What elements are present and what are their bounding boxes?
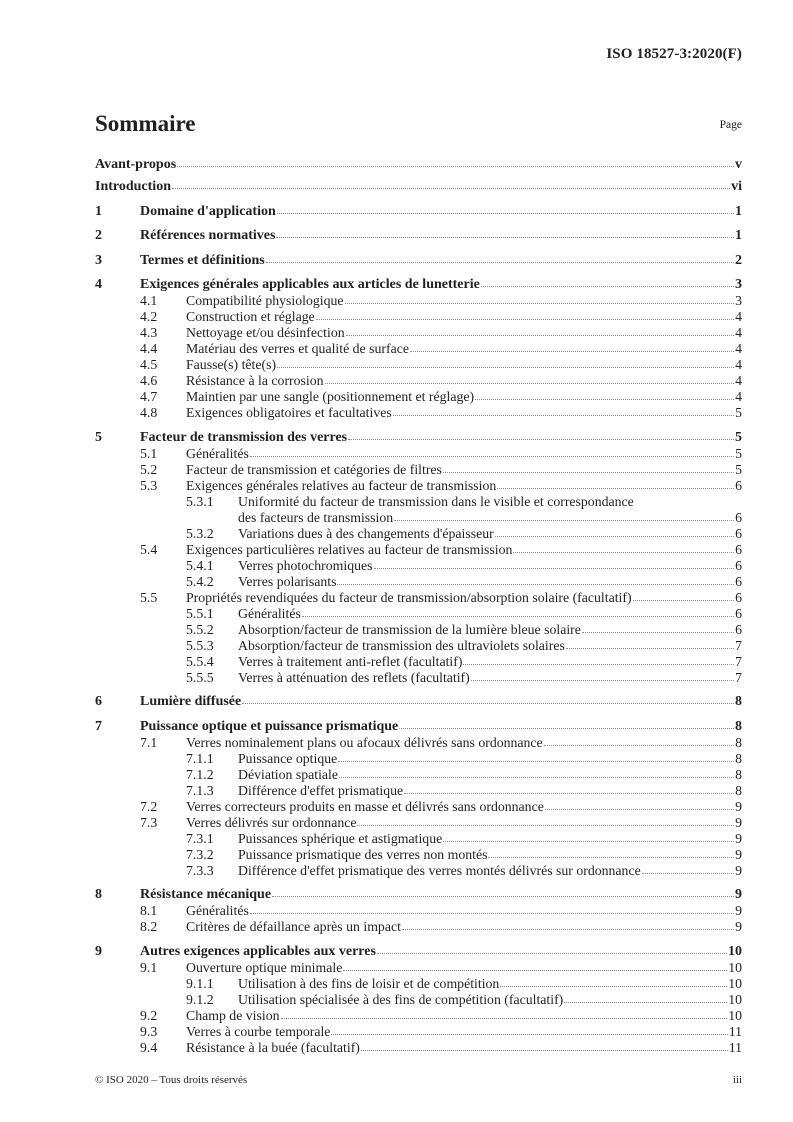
toc-entry-title[interactable]: Variations dues à des changements d'épaisseur [238, 525, 494, 541]
toc-entry[interactable] [95, 887, 742, 903]
dot-leader [475, 398, 734, 400]
toc-entry-title[interactable]: Lumière diffusée [140, 694, 242, 709]
toc-entry-title[interactable]: Références normatives [140, 228, 276, 243]
toc-entry-title[interactable]: Puissance optique [238, 750, 338, 766]
toc-entry-title[interactable]: Introduction [95, 179, 171, 194]
toc-entry-title[interactable]: Nettoyage et/ou désinfection [186, 325, 345, 340]
dot-leader [325, 382, 735, 384]
toc-entry[interactable] [95, 831, 742, 847]
toc-entry-title[interactable]: Ouverture optique minimale [186, 959, 343, 975]
toc-entry-number: 9.1 [140, 959, 158, 975]
toc-entry-title[interactable]: Déviation spatiale [238, 766, 338, 782]
dot-leader [463, 663, 734, 665]
toc-entry[interactable] [95, 309, 742, 325]
dot-leader [281, 1017, 728, 1019]
toc-entry-number: 9.2 [140, 1007, 158, 1023]
toc-entry-number: 7.3.3 [186, 862, 214, 878]
dot-leader [346, 334, 734, 336]
dot-leader [404, 792, 734, 794]
toc-entry-number: 8.2 [140, 919, 158, 934]
toc-entry-title[interactable]: Facteur de transmission des verres [140, 429, 348, 445]
dot-leader [272, 895, 734, 897]
dot-leader [500, 985, 727, 987]
dot-leader [544, 744, 734, 746]
toc-entry[interactable] [95, 179, 742, 195]
dot-leader [443, 840, 734, 842]
toc-entry-page[interactable]: 9 [735, 862, 742, 878]
toc-entry-number: 7 [95, 718, 102, 734]
dot-leader [331, 1033, 727, 1035]
toc-entry-title[interactable]: Puissance optique et puissance prismatique [140, 718, 399, 734]
toc-entry[interactable] [95, 976, 742, 992]
toc-entry-title[interactable]: Verres photochromiques [238, 557, 373, 573]
toc-entry-page[interactable]: 8 [735, 734, 742, 750]
toc-entry-number: 4.3 [140, 325, 158, 340]
toc-entry[interactable] [95, 253, 742, 269]
toc-entry-page[interactable]: 4 [735, 357, 742, 372]
toc-entry[interactable] [95, 1024, 742, 1040]
toc-entry[interactable] [95, 783, 742, 799]
toc-entry-page[interactable]: 8 [735, 750, 742, 766]
toc-entry-number: 7.1.1 [186, 750, 214, 766]
toc-entry-page[interactable]: 5 [735, 429, 742, 445]
toc-entry-page[interactable]: 3 [735, 293, 742, 308]
toc-entry-title[interactable]: Verres à traitement anti-reflet (facultatif) [238, 653, 463, 669]
toc-entry-title[interactable]: Domaine d'application [140, 203, 276, 219]
toc-entry-page[interactable]: 10 [728, 943, 742, 959]
toc-entry-title[interactable]: Propriétés revendiquées du facteur de transmission/absorption solaire (facultatif) [186, 589, 632, 605]
toc-entry-title[interactable]: Généralités [238, 605, 301, 621]
toc-entry-title[interactable]: Verres polarisants [238, 573, 337, 589]
toc-entry[interactable] [95, 293, 742, 309]
toc-entry-number: 5.3 [140, 477, 158, 493]
toc-entry-number: 5.3.1 [186, 493, 214, 509]
toc-entry[interactable] [95, 574, 742, 590]
dot-leader [172, 187, 730, 189]
toc-entry-page[interactable]: 2 [735, 252, 742, 268]
toc-entry[interactable] [95, 735, 742, 751]
toc-entry-title-cont[interactable]: des facteurs de transmission [238, 509, 394, 525]
toc-entry-title[interactable]: Critères de défaillance après un impact [186, 919, 401, 934]
dot-leader [338, 760, 734, 762]
toc-entry[interactable] [95, 341, 742, 357]
toc-entry-title[interactable]: Avant-propos [95, 157, 177, 172]
toc-entry-page[interactable]: 9 [735, 830, 742, 846]
toc-entry-page[interactable]: 9 [735, 903, 742, 918]
dot-leader [276, 236, 734, 238]
toc-entry[interactable] [95, 373, 742, 389]
footer-copyright: © ISO 2020 – Tous droits réservés [95, 1074, 248, 1086]
toc-entry-page[interactable]: 9 [735, 846, 742, 862]
toc-entry-number: 5.1 [140, 445, 158, 461]
toc-entry-title[interactable]: Différence d'effet prismatique [238, 782, 404, 798]
toc-entry-title[interactable]: Absorption/facteur de transmission de la lumière bleue solaire [238, 621, 581, 637]
toc-entry-number: 5.5.5 [186, 669, 214, 685]
toc-entry-number: 5.4.1 [186, 557, 214, 573]
dot-leader [582, 631, 734, 633]
dot-leader [377, 952, 727, 954]
toc-entry-title[interactable]: Verres à courbe temporale [186, 1023, 331, 1039]
toc-entry[interactable] [95, 277, 742, 293]
toc-entry-number: 6 [95, 694, 102, 709]
dot-leader [497, 487, 734, 489]
dot-leader [345, 302, 735, 304]
dot-leader [348, 438, 734, 440]
toc-entry-number: 5.5.4 [186, 653, 214, 669]
toc-entry[interactable] [95, 478, 742, 494]
toc-entry-page[interactable]: 8 [735, 766, 742, 782]
toc-entry-number: 7.1.2 [186, 766, 214, 782]
toc-entry-number: 9 [95, 943, 102, 959]
toc-entry-page[interactable]: 10 [728, 1007, 742, 1023]
toc-entry-title[interactable]: Matériau des verres et qualité de surface [186, 341, 409, 356]
toc-entry[interactable] [95, 204, 742, 220]
toc-entry[interactable] [95, 863, 742, 879]
dot-leader [481, 285, 734, 287]
toc-entry[interactable] [95, 670, 742, 686]
toc-entry-page[interactable]: 4 [735, 309, 742, 324]
toc-entry-page[interactable]: 7 [735, 653, 742, 669]
dot-leader [488, 856, 734, 858]
toc-entry-number: 5.3.2 [186, 525, 214, 541]
toc-entry[interactable] [95, 694, 742, 710]
toc-entry-title[interactable]: Généralités [186, 445, 249, 461]
dot-leader [242, 702, 734, 704]
dot-leader [564, 1001, 727, 1003]
document-id: ISO 18527-3:2020(F) [606, 46, 742, 62]
toc-entry[interactable] [95, 1008, 742, 1024]
dot-leader [642, 872, 734, 874]
toc-entry-number: 5 [95, 429, 102, 445]
toc-entry[interactable] [95, 992, 742, 1008]
toc-entry[interactable] [95, 606, 742, 622]
dot-leader [250, 912, 734, 914]
toc-entry-page[interactable]: 6 [735, 605, 742, 621]
toc-entry-page[interactable]: 11 [728, 1039, 742, 1055]
toc-entry-number: 4 [95, 277, 102, 292]
toc-entry-number: 3 [95, 252, 102, 268]
toc-entry[interactable] [95, 228, 742, 244]
toc-entry-number: 5.4 [140, 541, 158, 557]
toc-entry-title[interactable]: Résistance à la corrosion [186, 373, 324, 388]
toc-entry-number: 7.2 [140, 798, 158, 814]
toc-entry-page[interactable]: 4 [735, 341, 742, 356]
dot-leader [302, 615, 734, 617]
dot-leader [339, 776, 734, 778]
toc-entry-title[interactable]: Verres correcteurs produits en masse et délivrés sans ordonnance [186, 798, 544, 814]
toc-entry-page[interactable]: 7 [735, 669, 742, 685]
dot-leader [393, 414, 734, 416]
toc-entry-number: 4.2 [140, 309, 158, 324]
toc-entry-page[interactable]: 1 [735, 228, 742, 243]
toc-entry[interactable] [95, 430, 742, 446]
toc-entry[interactable] [95, 919, 742, 935]
toc-entry-page[interactable]: 6 [735, 621, 742, 637]
toc-entry-title[interactable]: Construction et réglage [186, 309, 315, 324]
dot-leader [471, 679, 734, 681]
toc-entry-page[interactable]: 9 [735, 887, 742, 902]
toc-entry-number: 8.1 [140, 903, 158, 918]
dot-leader [343, 969, 727, 971]
dot-leader [410, 350, 734, 352]
page-column-label: Page [719, 119, 742, 131]
footer-page-number: iii [732, 1074, 742, 1086]
toc-entry[interactable] [95, 494, 742, 510]
toc-entry-title[interactable]: Généralités [186, 903, 249, 918]
toc-entry[interactable] [95, 558, 742, 574]
toc-entry-page[interactable]: 4 [735, 389, 742, 404]
toc-entry-number: 4.5 [140, 357, 158, 372]
dot-leader [545, 808, 734, 810]
toc-entry-page[interactable]: 5 [735, 461, 742, 477]
toc-entry[interactable] [95, 719, 742, 735]
toc-entry-title[interactable]: Exigences générales relatives au facteur de transmission [186, 477, 497, 493]
toc-entry-title[interactable]: Fausse(s) tête(s) [186, 357, 277, 372]
toc-entry-number: 5.5.3 [186, 637, 214, 653]
toc-entry-page[interactable]: 5 [735, 445, 742, 461]
toc-entry-title[interactable]: Résistance mécanique [140, 887, 272, 902]
toc-entry-page[interactable]: 3 [735, 277, 742, 292]
toc-entry-page[interactable]: 4 [735, 373, 742, 388]
toc-entry-page[interactable]: 6 [735, 477, 742, 493]
dot-leader [374, 567, 735, 569]
toc-entry[interactable] [95, 446, 742, 462]
dot-leader [361, 1049, 728, 1051]
toc-entry-page[interactable]: 10 [728, 991, 742, 1007]
toc-entry-title[interactable]: Facteur de transmission et catégories de filtres [186, 461, 442, 477]
toc-entry[interactable] [95, 847, 742, 863]
toc-entry-number: 9.4 [140, 1039, 158, 1055]
toc-entry-page[interactable]: 4 [735, 325, 742, 340]
toc-entry-number: 7.3.2 [186, 846, 214, 862]
toc-entry-number: 8 [95, 887, 102, 902]
toc-entry-number: 4.4 [140, 341, 158, 356]
toc-entry-title[interactable]: Différence d'effet prismatique des verres montés délivrés sur ordonnance [238, 862, 641, 878]
dot-leader [513, 551, 734, 553]
toc-entry-page[interactable]: 8 [735, 782, 742, 798]
dot-leader [566, 647, 734, 649]
dot-leader [266, 261, 734, 263]
toc-entry-number: 4.1 [140, 293, 158, 308]
toc-entry-number: 7.3.1 [186, 830, 214, 846]
toc-entry-title[interactable]: Puissance prismatique des verres non montés [238, 846, 488, 862]
toc-entry-number: 9.1.2 [186, 991, 214, 1007]
toc-entry-page[interactable]: 6 [735, 525, 742, 541]
toc-entry[interactable] [95, 462, 742, 478]
toc-entry[interactable] [95, 767, 742, 783]
toc-entry-title[interactable]: Compatibilité physiologique [186, 293, 344, 308]
toc-entry-number: 5.5.1 [186, 605, 214, 621]
toc-entry[interactable] [95, 654, 742, 670]
toc-entry[interactable] [95, 751, 742, 767]
toc-entry-number: 2 [95, 228, 102, 243]
toc-entry-number: 5.5.2 [186, 621, 214, 637]
toc-entry-page[interactable]: v [735, 157, 742, 172]
toc-entry[interactable] [95, 622, 742, 638]
toc-entry[interactable] [95, 815, 742, 831]
toc-heading: Sommaire [95, 111, 196, 136]
dot-leader [250, 455, 734, 457]
toc-entry-title[interactable]: Utilisation à des fins de loisir et de compétition [238, 975, 500, 991]
dot-leader [633, 599, 735, 601]
toc-entry-title[interactable]: Verres délivrés sur ordonnance [186, 814, 357, 830]
toc-entry-number: 5.5 [140, 589, 158, 605]
toc-entry-title[interactable]: Termes et définitions [140, 252, 265, 268]
dot-leader [277, 212, 734, 214]
toc-entry-page[interactable]: 1 [735, 203, 742, 219]
dot-leader [277, 366, 734, 368]
toc-entry-number: 1 [95, 203, 102, 219]
toc-entry-title[interactable]: Exigences particulières relatives au facteur de transmission [186, 541, 513, 557]
toc-entry-page[interactable]: 6 [735, 541, 742, 557]
toc-entry-page[interactable]: 8 [735, 718, 742, 734]
dot-leader [402, 928, 734, 930]
toc-entry-number: 7.1.3 [186, 782, 214, 798]
toc-entry[interactable] [95, 526, 742, 542]
toc-entry[interactable] [95, 1040, 742, 1056]
toc-entry[interactable] [95, 357, 742, 373]
toc-entry-title[interactable]: Exigences obligatoires et facultatives [186, 405, 392, 420]
toc-entry-title[interactable]: Verres à atténuation des reflets (facultatif) [238, 669, 470, 685]
toc-entry-title[interactable]: Verres nominalement plans ou afocaux délivrés sans ordonnance [186, 734, 543, 750]
toc-entry-title[interactable]: Absorption/facteur de transmission des ultraviolets solaires [238, 637, 565, 653]
toc-entry-continuation[interactable] [95, 510, 742, 526]
dot-leader [177, 165, 734, 167]
toc-entry[interactable] [95, 944, 742, 960]
toc-entry-number: 4.8 [140, 405, 158, 420]
toc-entry-page[interactable]: 8 [735, 694, 742, 709]
toc-entry-page[interactable]: 10 [728, 959, 742, 975]
toc-entry[interactable] [95, 405, 742, 421]
toc-entry-number: 7.1 [140, 734, 158, 750]
toc-entry-page[interactable]: 6 [735, 509, 742, 525]
dot-leader [316, 318, 734, 320]
toc-entry-page[interactable]: 7 [735, 637, 742, 653]
toc-entry-page[interactable]: 9 [735, 814, 742, 830]
toc-entry[interactable] [95, 903, 742, 919]
toc-entry[interactable] [95, 542, 742, 558]
toc-entry-page[interactable]: 10 [728, 975, 742, 991]
dot-leader [399, 727, 734, 729]
toc-entry-title[interactable]: Exigences générales applicables aux articles de lunetterie [140, 277, 480, 292]
toc-entry[interactable] [95, 157, 742, 173]
toc-entry-page[interactable]: 5 [735, 405, 742, 420]
toc-entry-number: 9.3 [140, 1023, 158, 1039]
toc-entry-title[interactable]: Maintien par une sangle (positionnement et réglage) [186, 389, 475, 404]
toc-entry-page[interactable]: 11 [728, 1023, 742, 1039]
toc-entry-number: 5.2 [140, 461, 158, 477]
toc-entry-page[interactable]: vi [731, 179, 742, 194]
toc-entry-number: 4.6 [140, 373, 158, 388]
toc-entry-page[interactable]: 6 [735, 557, 742, 573]
toc-entry-number: 5.4.2 [186, 573, 214, 589]
toc-entry-number: 7.3 [140, 814, 158, 830]
toc-entry[interactable] [95, 389, 742, 405]
toc-entry-number: 9.1.1 [186, 975, 214, 991]
toc-entry-title[interactable]: Puissances sphérique et astigmatique [238, 830, 443, 846]
toc-entry[interactable] [95, 325, 742, 341]
toc-entry-title[interactable]: Résistance à la buée (facultatif) [186, 1039, 360, 1055]
toc-entry[interactable] [95, 638, 742, 654]
dot-leader [337, 583, 734, 585]
toc-entry-page[interactable]: 6 [735, 573, 742, 589]
toc-entry-page[interactable]: 9 [735, 919, 742, 934]
toc-entry-page[interactable]: 9 [735, 798, 742, 814]
toc-entry-title[interactable]: Champ de vision [186, 1007, 280, 1023]
dot-leader [443, 471, 734, 473]
toc-entry[interactable] [95, 799, 742, 815]
dot-leader [394, 519, 734, 521]
toc-entry[interactable] [95, 960, 742, 976]
toc-entry-page[interactable]: 6 [735, 589, 742, 605]
toc-entry-number: 4.7 [140, 389, 158, 404]
toc-entry-title[interactable]: Utilisation spécialisée à des fins de compétition (facultatif) [238, 991, 564, 1007]
toc-entry-title[interactable]: Autres exigences applicables aux verres [140, 943, 376, 959]
dot-leader [495, 535, 734, 537]
toc-entry[interactable] [95, 590, 742, 606]
toc-entry-title[interactable]: Uniformité du facteur de transmission dans le visible et correspondance [238, 493, 634, 509]
dot-leader [357, 824, 734, 826]
table-of-contents [95, 157, 742, 1056]
